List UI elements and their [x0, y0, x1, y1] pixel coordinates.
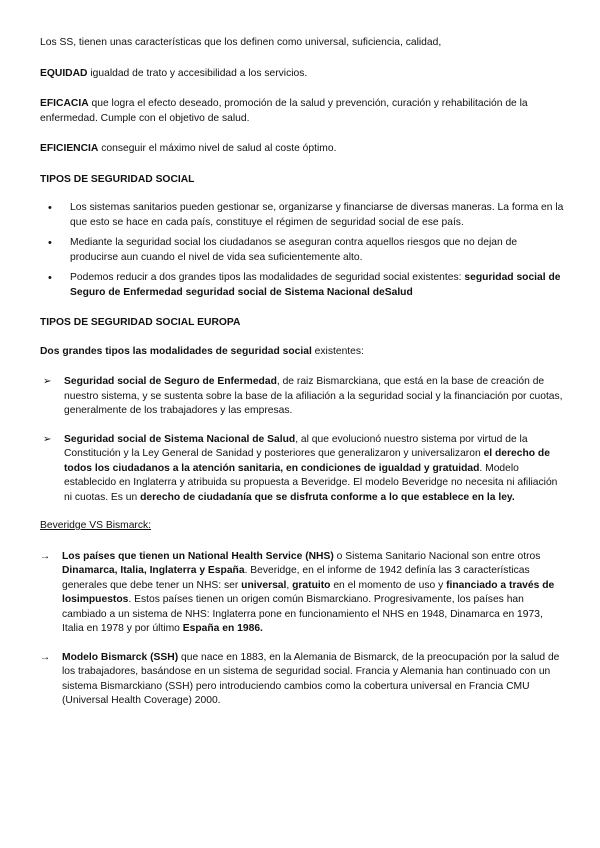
list-item-bold-text: seguridad social de Seguro de Enfermedad seguridad social de Sistema Nacional deSalud: [70, 272, 561, 298]
item-bold: Seguridad social de Seguro de Enfermedad: [64, 376, 277, 387]
bold-text: Los países que tienen un National Health Service (NHS): [62, 550, 334, 562]
text: que nace en 1883, en la Alemania de Bismarck, de la preocupación por la salud de los trabajadores, basándose en un sistema de seguridad social. Francia y Alemania han continuado con un sistema Bismarckiano (SSH) pero introduciendo cambios como la cobertura universal en Francia CMU (Universal Health Coverage) 2000.: [62, 651, 560, 706]
list-item: [40, 201, 565, 230]
list-item: [40, 375, 565, 419]
bullet-list: [40, 201, 565, 300]
list-item-text: Mediante la seguridad social los ciudadanos se aseguran contra aquellos riesgos que no dejan de producirse aun cuando el nivel de vida sea suficientemente alto.: [70, 237, 518, 263]
list-item-text: Los sistemas sanitarios pueden gestionar se, organizarse y financiarse de diversas maneras. La forma en la que esto se hace en cada país, constituye el régimen de seguridad social de ese país.: [70, 202, 564, 228]
bold-text: España en 1986.: [182, 623, 263, 634]
bold-text: Modelo Bismarck (SSH): [62, 651, 179, 663]
term-eficacia: [40, 97, 565, 126]
bullet-icon: •: [48, 202, 52, 214]
term-label: EQUIDAD: [40, 67, 88, 79]
text: en el momento de uso y: [330, 579, 447, 591]
item-text: , al que evolucionó nuestro sistema por virtud de la Constitución y la Ley General de Sanidad y posteriores que generalizaron y universalizaron: [64, 433, 528, 459]
list-item: [40, 236, 565, 265]
item-bold: Seguridad social de Sistema Nacional de Salud: [64, 433, 296, 445]
right-arrow-icon: →: [40, 550, 51, 562]
term-label: EFICIENCIA: [40, 143, 99, 154]
text: ,: [286, 579, 293, 591]
right-arrow-icon: →: [40, 651, 51, 663]
document-page: [40, 36, 565, 723]
intro-paragraph: Los SS, tienen unas características que los definen como universal, suficiencia, calidad,: [40, 37, 442, 48]
europa-lead: [40, 345, 565, 360]
term-text: que logra el efecto deseado, promoción de la salud y prevención, curación y rehabilitación de la enfermedad. Cumple con el objetivo de salud.: [40, 98, 528, 124]
list-item: [40, 271, 565, 300]
arrow-bullet-icon: ➢: [43, 376, 52, 387]
nhs-paragraph: [40, 550, 565, 637]
bold-text: financiado a través de losimpuestos: [62, 579, 555, 605]
bullet-icon: •: [48, 272, 52, 284]
bold-text: gratuito: [292, 579, 331, 591]
term-label: EFICACIA: [40, 98, 89, 109]
term-text: conseguir el máximo nivel de salud al coste óptimo.: [98, 143, 337, 154]
text: o Sistema Sanitario Nacional son entre otros: [333, 550, 541, 562]
item-text: , de raiz Bismarckiana, que está en la base de creación de nuestro sistema, y se sustenta sobre la base de la afiliación a la seguridad social y la financiación por cuotas, generalmente de los trabajadores y las empresas.: [64, 376, 563, 416]
lead-rest: existentes:: [311, 345, 364, 357]
item-bold: derecho de ciudadanía que se disfruta conforme a lo que establece en la ley.: [140, 491, 515, 503]
text: . Beveridge, en el informe de 1942 definía las 3 características generales que debe tener un NHS: ser: [62, 565, 530, 591]
term-equidad: [40, 67, 565, 82]
term-text: igualdad de trato y accesibilidad a los servicios.: [87, 67, 308, 79]
text: . Estos países tienen un origen común Bismarckiano. Progresivamente, los países han cambiado a un sistema de NHS: Inglaterra pone en funcionamiento el NHS en 1948, Dinamarca en 1973, Italia en 1978 y por último: [62, 594, 543, 634]
item-bold: el derecho de todos los ciudadanos a la atención sanitaria, en condiciones de igualdad y gratuidad: [64, 448, 550, 474]
item-text: . Modelo establecido en Inglaterra y atribuida su propuesta a Beveridge. El modelo Beveridge no necesita ni afiliación ni cuotas. Es un: [64, 462, 558, 503]
bold-text: universal: [241, 579, 287, 591]
bold-text: Dinamarca, Italia, Inglaterra y España: [62, 565, 245, 576]
lead-bold: Dos grandes tipos las modalidades de seguridad social: [40, 345, 312, 357]
bullet-icon: •: [48, 237, 52, 249]
list-item-text: Podemos reducir a dos grandes tipos las modalidades de seguridad social existentes:: [70, 272, 465, 283]
term-eficiencia: [40, 142, 565, 157]
arrow-bullet-icon: ➢: [43, 433, 52, 445]
list-item: [40, 433, 565, 506]
bismarck-paragraph: [40, 651, 565, 709]
section-heading-tipos: TIPOS DE SEGURIDAD SOCIAL: [40, 173, 195, 185]
arrow-list: [40, 375, 565, 505]
section-heading-beveridge: Beveridge VS Bismarck:: [40, 520, 152, 531]
section-heading-europa: TIPOS DE SEGURIDAD SOCIAL EUROPA: [40, 317, 241, 328]
